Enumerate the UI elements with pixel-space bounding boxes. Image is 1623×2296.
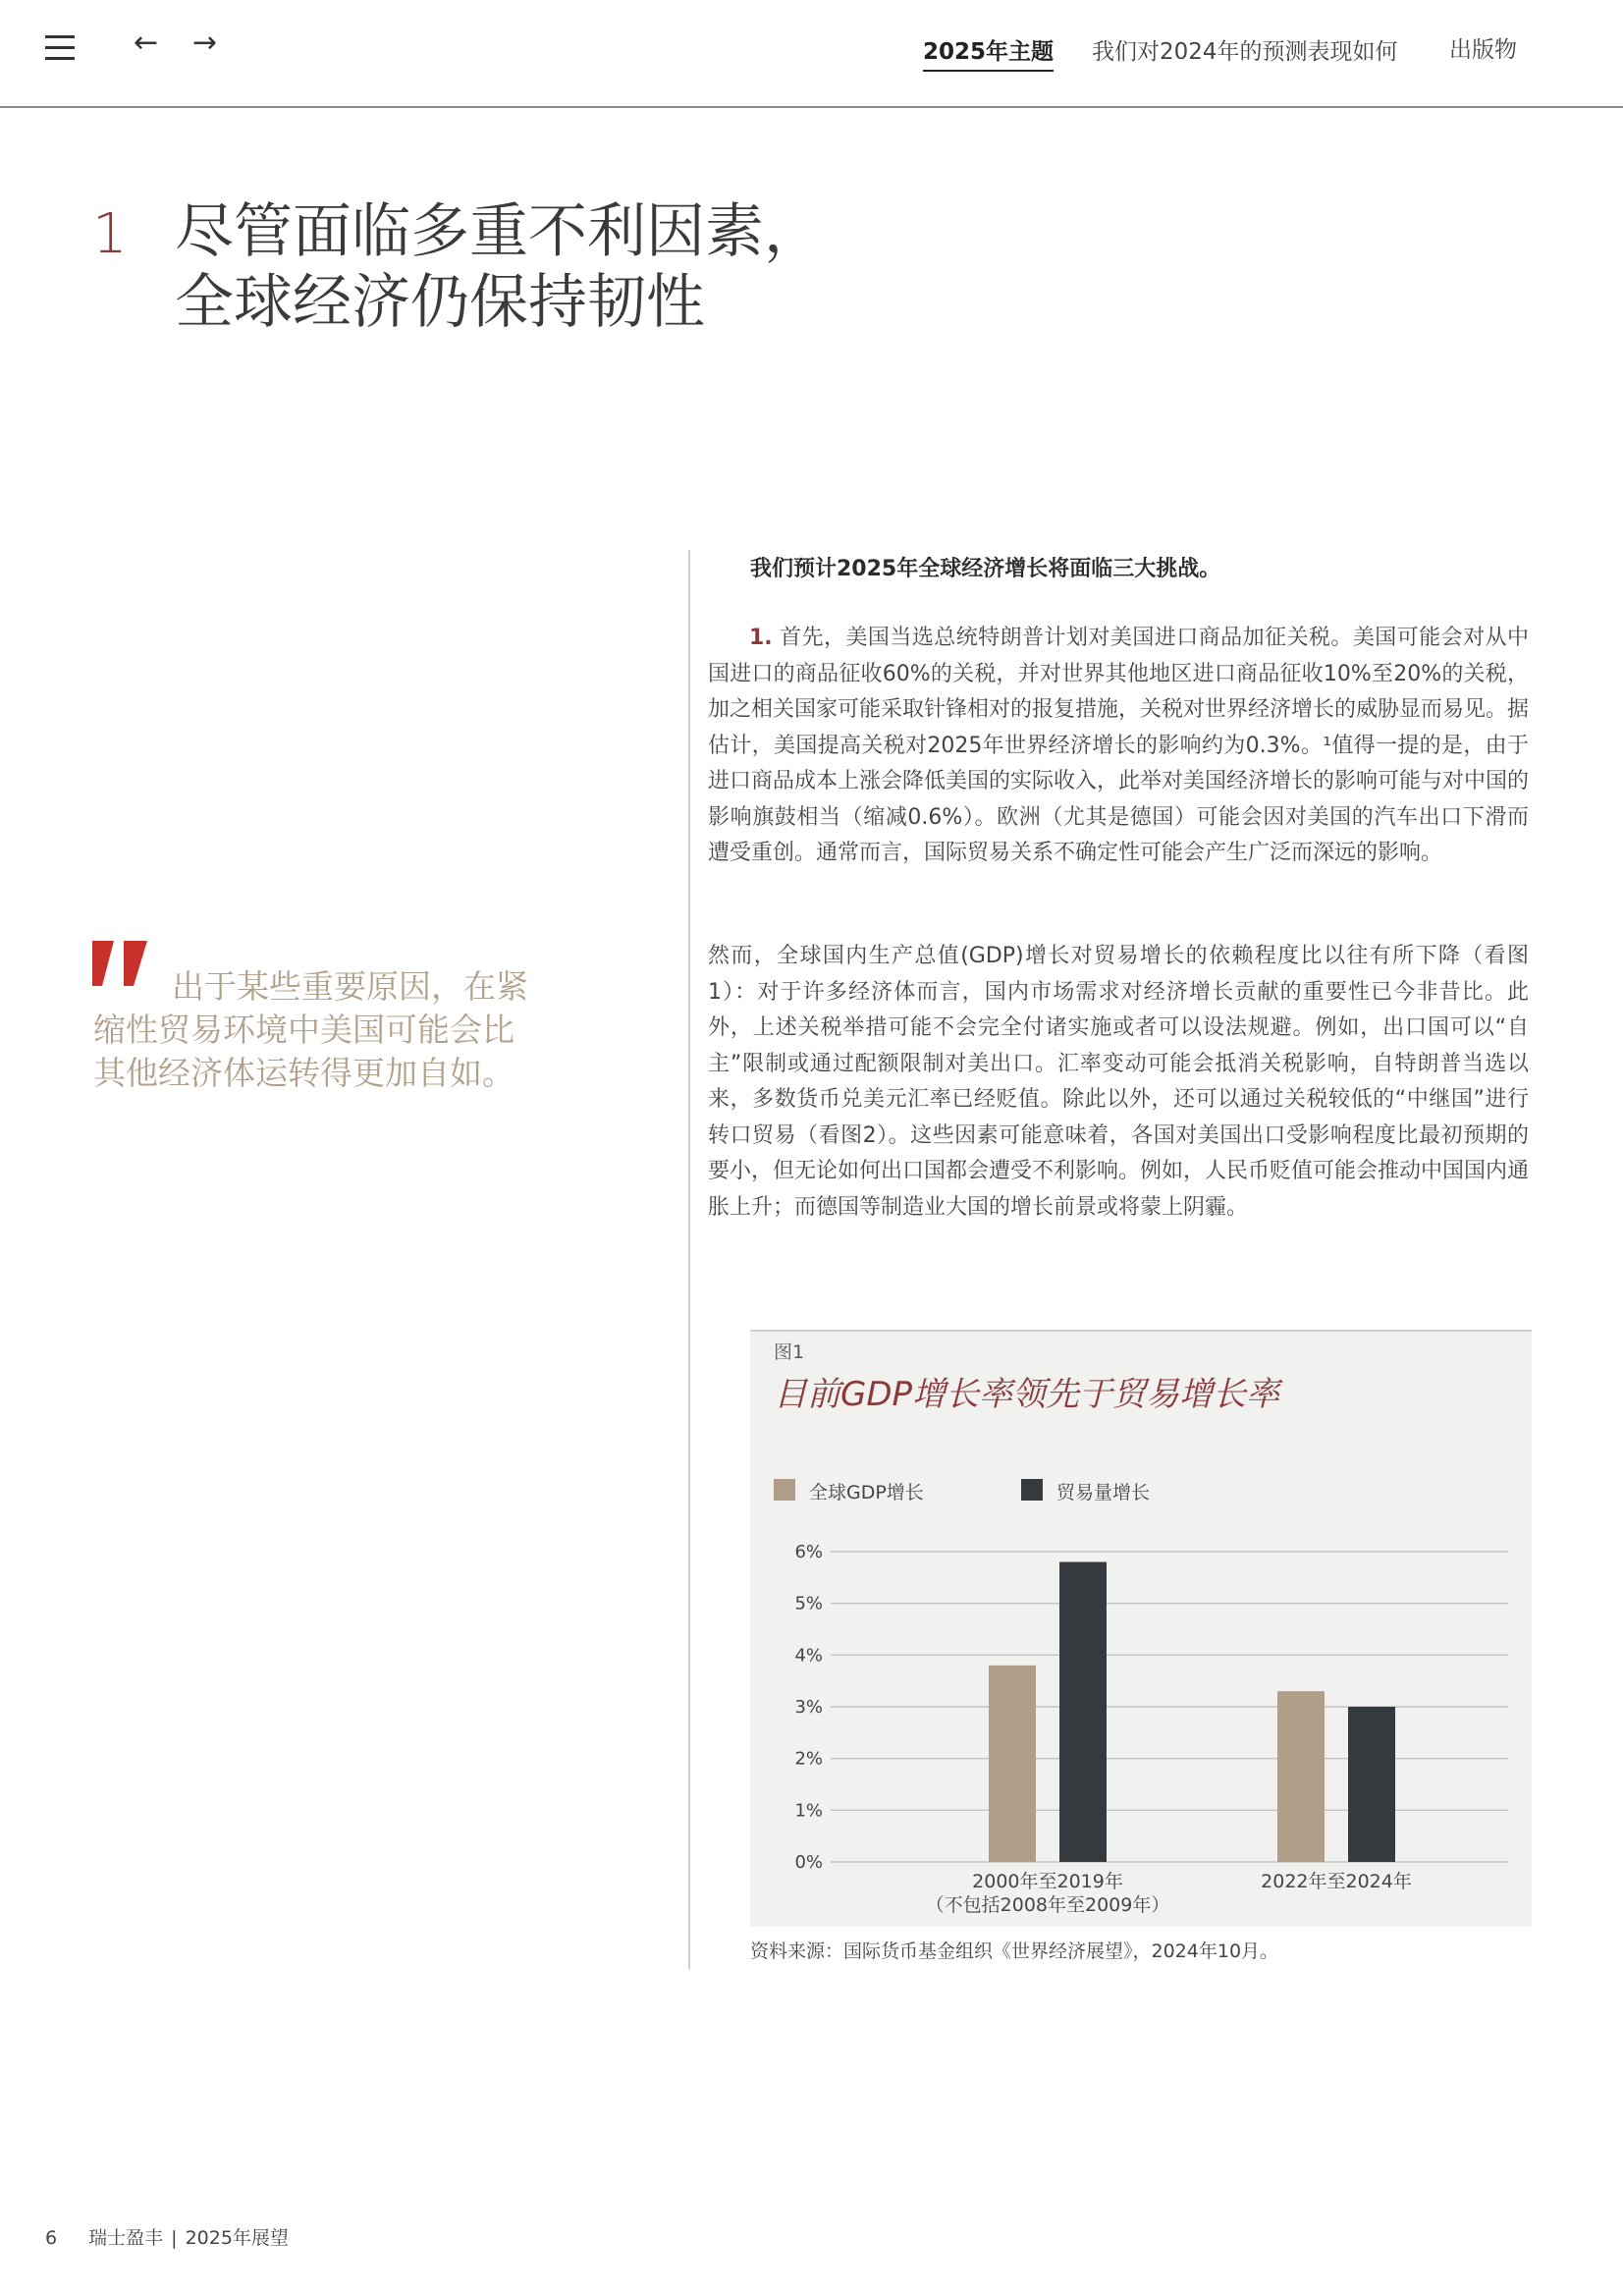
x-category-label: （不包括2008年至2009年） <box>925 1894 1170 1916</box>
bar-gdp-2 <box>1277 1691 1325 1862</box>
paragraph-1-text: 首先，美国当选总统特朗普计划对美国进口商品加征关税。美国可能会对从中国进口的商品征收60%的关税，并对世界其他地区进口商品征收10%至20%的关税，加之相关国家可能采取针锋相对的报复措施，关税对世界经济增长的威胁显而易见。据估计，美国提高关税对2025年世界经济增长的影响约为0.3%。¹值得一提的是，由于进口商品成本上涨会降低美国的实际收入，此举对美国经济增长的影响可能与对中国的影响旗鼓相当（缩减0.6%）。欧洲（尤其是德国）可能会因对美国的汽车出口下滑而遭受重创。通常而言，国际贸易关系不确定性可能会产生广泛而深远的影响。 <box>708 626 1530 865</box>
nav-tab-publications[interactable]: 出版物 <box>1449 37 1517 63</box>
paragraph-1-number: 1. <box>749 626 773 650</box>
y-tick-label: 2% <box>794 1748 823 1770</box>
bar-trade-2 <box>1348 1707 1395 1862</box>
page-title-line1: 尽管面临多重不利因素， <box>175 197 823 266</box>
y-tick-label: 5% <box>794 1593 823 1614</box>
x-category-label: 2022年至2024年 <box>1261 1871 1412 1892</box>
footer-separator: | <box>171 2227 178 2249</box>
bar-gdp-1 <box>989 1666 1036 1862</box>
footer-publication: 2025年展望 <box>185 2227 289 2249</box>
legend-label-trade: 贸易量增长 <box>1056 1482 1151 1503</box>
figure-title: 目前GDP增长率领先于贸易增长率 <box>774 1375 1280 1414</box>
figure-label: 图1 <box>774 1341 805 1363</box>
page-title-line2: 全球经济仍保持韧性 <box>175 268 705 337</box>
menu-icon[interactable] <box>45 35 75 61</box>
nav-tab-2025-themes[interactable]: 2025年主题 <box>923 33 1054 72</box>
chapter-number: 1 <box>92 202 128 266</box>
page-title <box>175 196 1058 338</box>
forward-arrow-icon[interactable]: → <box>192 26 218 60</box>
page-number: 6 <box>45 2227 58 2249</box>
nav-tab-2024-review[interactable]: 我们对2024年的预测表现如何 <box>1092 39 1398 65</box>
y-tick-label: 4% <box>794 1645 823 1667</box>
legend-swatch-gdp <box>774 1479 795 1501</box>
y-tick-label: 1% <box>794 1800 823 1822</box>
footer <box>45 2223 289 2250</box>
y-tick-label: 3% <box>794 1697 823 1718</box>
back-arrow-icon[interactable]: ← <box>134 26 159 60</box>
legend-swatch-trade <box>1021 1479 1043 1501</box>
column-divider <box>688 550 690 1969</box>
pull-quote: 出于某些重要原因，在紧缩性贸易环境中美国可能会比其他经济体运转得更加自如。 <box>93 967 528 1092</box>
y-tick-label: 0% <box>794 1852 823 1873</box>
header-divider <box>0 106 1623 108</box>
paragraph-2: 然而，全球国内生产总值(GDP)增长对贸易增长的依赖程度比以往有所下降（看图1）：对于许多经济体而言，国内市场需求对经济增长贡献的重要性已今非昔比。此外，上述关税举措可能不会完全付诸实施或者可以设法规避。例如，出口国可以“自主”限制或通过配额限制对美出口。汇率变动可能会抵消关税影响，自特朗普当选以来，多数货币兑美元汇率已经贬值。除此以外，还可以通过关税较低的“中继国”进行转口贸易（看图2）。这些因素可能意味着，各国对美国出口受影响程度比最初预期的要小，但无论如何出口国都会遭受不利影响。例如，人民币贬值可能会推动中国国内通胀上升；而德国等制造业大国的增长前景或将蒙上阴霾。 <box>708 944 1530 1220</box>
footer-publisher: 瑞士盈丰 <box>88 2227 164 2249</box>
figure-source: 资料来源：国际货币基金组织《世界经济展望》，2024年10月。 <box>750 1941 1279 1962</box>
bar-trade-1 <box>1059 1562 1107 1862</box>
bar-chart <box>750 1532 1532 1925</box>
y-tick-label: 6% <box>794 1542 823 1562</box>
paragraph-1 <box>708 621 1529 872</box>
lead-paragraph: 我们预计2025年全球经济增长将面临三大挑战。 <box>750 557 1221 581</box>
legend-label-gdp: 全球GDP增长 <box>809 1482 924 1503</box>
x-category-label: 2000年至2019年 <box>972 1871 1123 1892</box>
